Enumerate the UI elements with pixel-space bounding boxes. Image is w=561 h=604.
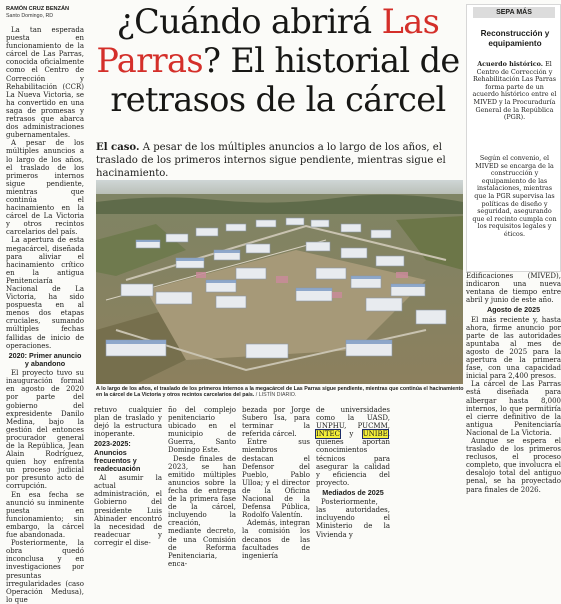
column4-text-c: , quienes aportan conocimientos técnicos para asegurar la calidad y eficiencia del proyecto. — [316, 430, 390, 487]
paragraph: bezada por Jorge Subero Isa, para terminar la referida cárcel. — [242, 406, 310, 439]
deck — [96, 141, 462, 180]
subhead-mediados-2025: Mediados de 2025 — [322, 487, 384, 497]
sidebar-lead: Acuerdo histórico. — [477, 60, 544, 68]
paragraph: La tan esperada puesta en funcionamiento de la cárcel de Las Parras, conocida oficialmente como el Centro de Corrección y Rehabilitación (CCR) La Nueva Victoria, se ha convertido en una saga de promesas y retrasos que abarca dos administraciones gubernamentales. — [6, 26, 84, 140]
paragraph: ño del complejo penitenciario ubicado en el municipio de Guerra, Santo Domingo Este. — [168, 406, 236, 455]
photo-caption — [96, 386, 466, 399]
paragraph: El más reciente y, hasta ahora, firme anuncio por parte de las autoridades apuntaba al mes de agosto de 2025 para la apertura de la primera fase, con una capacidad inicial para 2,400 presos. — [466, 315, 561, 381]
dateline: Santo Domingo, RD — [6, 13, 54, 19]
left-column — [6, 6, 84, 604]
paragraph — [316, 406, 390, 487]
sidebar-paragraph-2: Según el convenio, el MIVED se encarga de la construcción y equipamiento de las instalaciones, mientras que la PGR supervisa las políticas de diseño y seguridad, asegurando que el recinto cumpla con los requisitos legales y éticos. — [472, 154, 557, 238]
paragraph: Edificaciones (MIVED), indicaron una nueva ventana de tiempo entre abril y junio de este año. — [466, 272, 561, 305]
headline-part2: ? El historial de retrasos de la cárcel — [110, 41, 460, 119]
headline-part1: ¿Cuándo abrirá — [116, 2, 382, 41]
subhead-2023: 2023-2025: Anuncios frecuentos y readecuación — [94, 439, 141, 473]
subhead-2020: 2020: Primer anuncio y abandono — [8, 350, 82, 368]
subhead-agosto-2025: Agosto de 2025 — [486, 305, 541, 315]
column4-text-b: y — [340, 430, 363, 439]
headline-red: Las Parras — [96, 2, 440, 80]
sidebar-text-1: El Centro de Corrección y Rehabilitación Las Parras forma parte de un acuerdo histórico entre el MIVED y la Procuraduría General de la República (PGR). — [472, 60, 557, 122]
article-column-1 — [94, 406, 162, 547]
aerial-photo-illustration — [96, 180, 463, 384]
paragraph: La apertura de esta megacárcel, diseñada para aliviar el hacinamiento crítico en la antigua Penitenciaría Nacional de La Victoria, ha sido pospuesta en al menos dos etapas cruciales, sumando múltiples fechas fallidas de inicio de operaciones. — [6, 236, 84, 350]
paragraph: El proyecto tuvo su inauguración formal en agosto de 2020 por parte del gobierno del expresidente Danilo Medina, bajo la gestión del entonces procurador general de la República, Jean Alain Rodríguez, quien hoy enfrenta un proceso judicial por presunto acto de corrupción. — [6, 369, 84, 491]
paragraph: Entre sus miembros destacan el Defensor del Pueblo, Pablo Ulloa; y el director de la Oficina Nacional de la Defensa Pública, Rodolfo Valentín. — [242, 438, 310, 520]
headline — [96, 2, 460, 119]
byline: RAMÓN CRUZ BENZÁN — [6, 6, 70, 12]
sidebar-box — [466, 4, 561, 272]
paragraph: Aunque se espera el traslado de los primeros reclusos, el proceso completo, que involucra el desalojo total del antiguo penal, se ha proyectado para finales de 2026. — [466, 436, 561, 494]
paragraph: retuvo cualquier plan de traslado y dejó la estructura inoperante. — [94, 406, 162, 439]
sidebar-tag: SEPA MÁS — [473, 7, 555, 18]
aerial-prison-photo — [96, 180, 463, 384]
caption-text: A lo largo de los años, el traslado de los primeros internos a la megacárcel de Las Parras sigue pendiente, mientras que continúa el hacinamiento en la cárcel de La Victoria y otros recintos carcelarios del país. — [96, 386, 464, 399]
paragraph: Posteriormente, la obra quedó inconclusa y en investigaciones por presuntas irregularidades (caso Operación Medusa), lo que — [6, 539, 84, 604]
paragraph: Desde finales de 2023, se han emitido múltiples anuncios sobre la fecha de entrega de la primera fase de la cárcel, incluyendo la creación, mediante decreto, de una Comisión de Reforma Penitenciaria, enca- — [168, 454, 236, 568]
column4-text-a: de universidades como la UASD, UNPHU, PUCMM, — [316, 406, 390, 431]
paragraph: La cárcel de Las Parras está diseñada para albergar hasta 8,000 internos, lo que permitiría el cierre definitivo de la antigua Penitenciaría Nacional de La Victoria. — [466, 380, 561, 437]
paragraph: En esa fecha se anunció su inminente puesta en funcionamiento; sin embargo, la cárcel fue abandonada. — [6, 490, 84, 540]
article-column-4 — [316, 406, 390, 539]
article-column-2 — [168, 406, 236, 568]
paragraph: Posteriormente, las autoridades, incluyendo el Ministerio de la Vivienda y — [316, 498, 390, 539]
paragraph: Al asumir la actual administración, el Gobierno del presidente Luis Abinader encontró la necesidad de readecuar y corregir el dise- — [94, 474, 162, 547]
right-column — [466, 272, 561, 529]
paragraph: Además, integran la comisión los decanos de las facultades de ingeniería — [242, 519, 310, 560]
sidebar-paragraph-1 — [472, 61, 557, 122]
paragraph: A pesar de los múltiples anuncios a lo largo de los años, el traslado de los primeros internos sigue pendiente, mientras que continúa el hacinamiento en la cárcel de La Victoria y otros recintos carcelarios del país. — [6, 139, 84, 237]
deck-text: A pesar de los múltiples anuncios a lo largo de los años, el traslado de los primeros internos sigue pendiente, mientras sigue el hacinamiento. — [96, 142, 446, 179]
deck-lead: El caso. — [96, 142, 140, 153]
sidebar-title: Reconstrucción y equipamiento — [480, 29, 550, 48]
highlighted-intec: INTEC — [316, 430, 341, 439]
article-column-3 — [242, 406, 310, 560]
photo-credit: / LISTÍN DIARIO. — [255, 392, 297, 399]
highlighted-unibe: UNIBE — [362, 430, 388, 439]
